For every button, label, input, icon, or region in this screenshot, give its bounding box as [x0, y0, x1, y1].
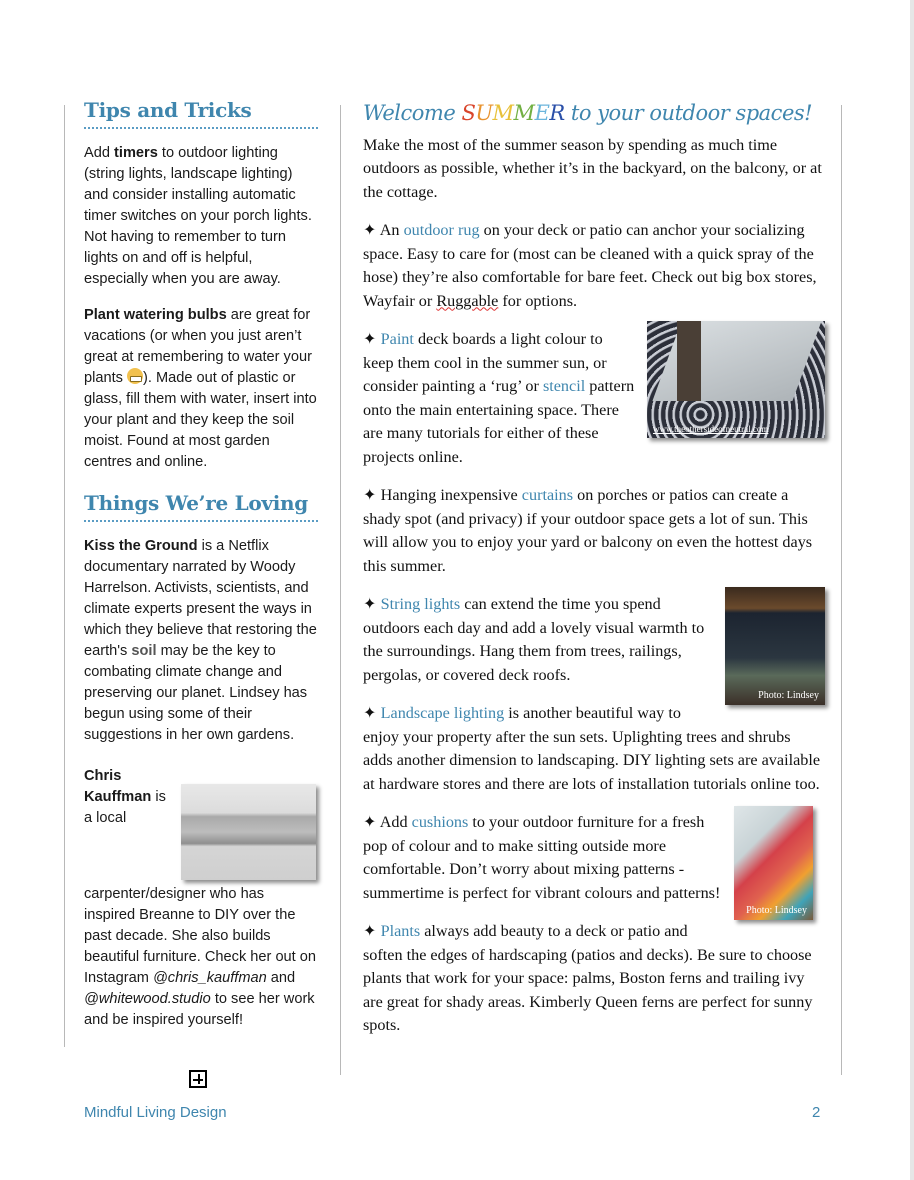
bullet-icon: ✦	[363, 922, 377, 940]
text: deck boards a light colour to keep them cool in the summer sun, or consider painting a ‘rug’ or	[363, 330, 607, 395]
right-column-rule	[841, 105, 842, 1075]
tips-heading: Tips and Tricks	[84, 100, 318, 129]
sidebar-column	[84, 100, 318, 1046]
text: ). Made out of plastic or glass, fill them with water, insert into your plant and they keep the soil moist. Found at most garden centres and online.	[84, 370, 317, 470]
tip-watering-bulbs	[84, 305, 318, 473]
love-chris-kauffman	[84, 766, 318, 1031]
cushions-photo	[734, 806, 813, 920]
letter: E	[534, 101, 550, 125]
string-lights-link[interactable]: String lights	[380, 595, 461, 613]
text: An	[376, 221, 404, 239]
left-column-rule	[64, 105, 65, 1047]
cushions-link[interactable]: cushions	[411, 813, 469, 831]
text: are great for vacations (or when you just aren’t great at remembering to water your plants	[84, 307, 312, 386]
middle-column-rule	[340, 105, 341, 1075]
page-edge	[910, 0, 914, 1180]
bullet-icon: ✦	[363, 595, 377, 613]
text: can extend the time you spend outdoors each day and add a lovely visual warmth to the surroundings. Hang them from trees, railings, pergolas, or covered deck roofs.	[363, 595, 705, 684]
intro-paragraph: Make the most of the summer season by spending as much time outdoors as possible, whether it’s in the backyard, on the balcony, or at the cottage.	[363, 135, 822, 201]
page-number: 2	[812, 1104, 821, 1121]
text: to outdoor lighting (string lights, landscape lighting) and consider installing automatic timer switches on your porch lights. Not having to remember to turn lights on and off is helpful, especially when you are away.	[84, 145, 312, 287]
instagram-handle[interactable]: @whitewood.studio	[84, 991, 211, 1007]
photo-watermark: www.theothersideofneutral.com	[653, 424, 769, 434]
main-column	[363, 100, 823, 1053]
text: and	[266, 970, 296, 986]
tip-plants	[363, 920, 823, 1038]
bullet-icon: ✦	[363, 221, 377, 239]
bold-text: Kiss the Ground	[84, 538, 198, 554]
title-text: Welcome	[363, 101, 462, 125]
bullet-icon: ✦	[363, 704, 377, 722]
bold-text: Chris Kauffman	[84, 768, 152, 805]
plants-link[interactable]: Plants	[380, 922, 421, 940]
tip-curtains	[363, 484, 823, 578]
text: may be the key to combating climate change and preserving our planet. Lindsey has begun using some of their suggestions in her own gardens.	[84, 643, 308, 743]
article-title	[363, 102, 823, 126]
stencil-patio-photo	[647, 321, 825, 438]
table-photo	[181, 784, 316, 880]
curtains-link[interactable]: curtains	[521, 486, 574, 504]
stencil-link[interactable]: stencil	[542, 377, 586, 395]
soil-text: soil	[131, 643, 157, 659]
text: pattern onto the main entertaining space. There are many tutorials for either of these projects online.	[363, 377, 635, 466]
bold-text: timers	[114, 145, 158, 161]
landscape-lighting-link[interactable]: Landscape lighting	[380, 704, 505, 722]
footer-brand: Mindful Living Design	[84, 1104, 227, 1121]
text: on porches or patios can create a shady spot (and privacy) if your outdoor space gets a lot of sun. This will allow you to enjoy your yard or balcony on even the hottest days this summer.	[363, 486, 813, 575]
bold-text: Plant watering bulbs	[84, 307, 227, 323]
text: is another beautiful way to enjoy your property after the sun sets. Uplighting trees and shrubs adds another dimension to landscaping. DIY lighting sets are available at hardware stores and there are lots of installation tutorials online too.	[363, 704, 821, 793]
grimacing-emoji-icon	[127, 368, 143, 384]
text: for options.	[498, 291, 578, 310]
text: to your outdoor furniture for a fresh pop of colour and to make sitting outside more comfortable. Don’t worry about mixing patterns - summertime is perfect for vibrant colours and patterns!	[363, 813, 721, 902]
letter: U	[475, 101, 493, 125]
outdoor-rug-link[interactable]: outdoor rug	[403, 221, 480, 239]
letter: R	[549, 101, 565, 125]
text: always add beauty to a deck or patio and soften the edges of hardscaping (patios and decks). Be sure to choose plants that work for your space: palms, Boston ferns and trailing ivy are great for shady areas. Kimberly Queen ferns are perfect for sunny spots.	[363, 922, 813, 1034]
bullet-icon: ✦	[363, 813, 377, 831]
tip-timers	[84, 143, 318, 290]
string-lights-photo	[725, 587, 825, 705]
ruggable-misspelled: Ruggable	[436, 291, 499, 310]
love-kiss-the-ground	[84, 536, 318, 746]
text: Add	[84, 145, 115, 161]
text: to see her work and be inspired yourself!	[84, 991, 315, 1028]
text: on your deck or patio can anchor your socializing space. Easy to care for (most can be cleaned with a quick spray of the hose) they’re also comfortable for bare feet. Check out big box stores, Wayfair or	[363, 221, 817, 310]
instagram-handle[interactable]: @chris_kauffman	[152, 970, 267, 986]
letter: S	[461, 101, 476, 125]
title-text: to your outdoor spaces!	[564, 101, 813, 125]
object-anchor-icon[interactable]	[189, 1070, 207, 1088]
bullet-icon: ✦	[363, 486, 377, 504]
tip-landscape-lighting	[363, 702, 823, 796]
paint-link[interactable]: Paint	[380, 330, 414, 348]
tip-paint	[363, 328, 823, 469]
tip-cushions	[363, 811, 823, 916]
text: is a local carpenter/designer who has inspired Breanne to DIY over the past decade. She also builds beautiful furniture. Check her out on Instagram	[84, 789, 317, 986]
letter: M	[513, 101, 535, 125]
bullet-icon: ✦	[363, 330, 377, 348]
text: Hanging inexpensive	[376, 486, 522, 504]
summer-word	[461, 101, 564, 125]
text: is a Netflix documentary narrated by Woody Harrelson. Activists, scientists, and climate experts present the ways in which they believe that restoring the earth's	[84, 538, 317, 659]
tip-string-lights	[363, 593, 823, 701]
letter: M	[492, 101, 514, 125]
tip-outdoor-rug	[363, 219, 823, 313]
loving-heading: Things We’re Loving	[84, 493, 318, 522]
photo-caption: Photo: Lindsey	[746, 905, 807, 916]
photo-caption: Photo: Lindsey	[758, 690, 819, 701]
text: Add	[376, 813, 412, 831]
